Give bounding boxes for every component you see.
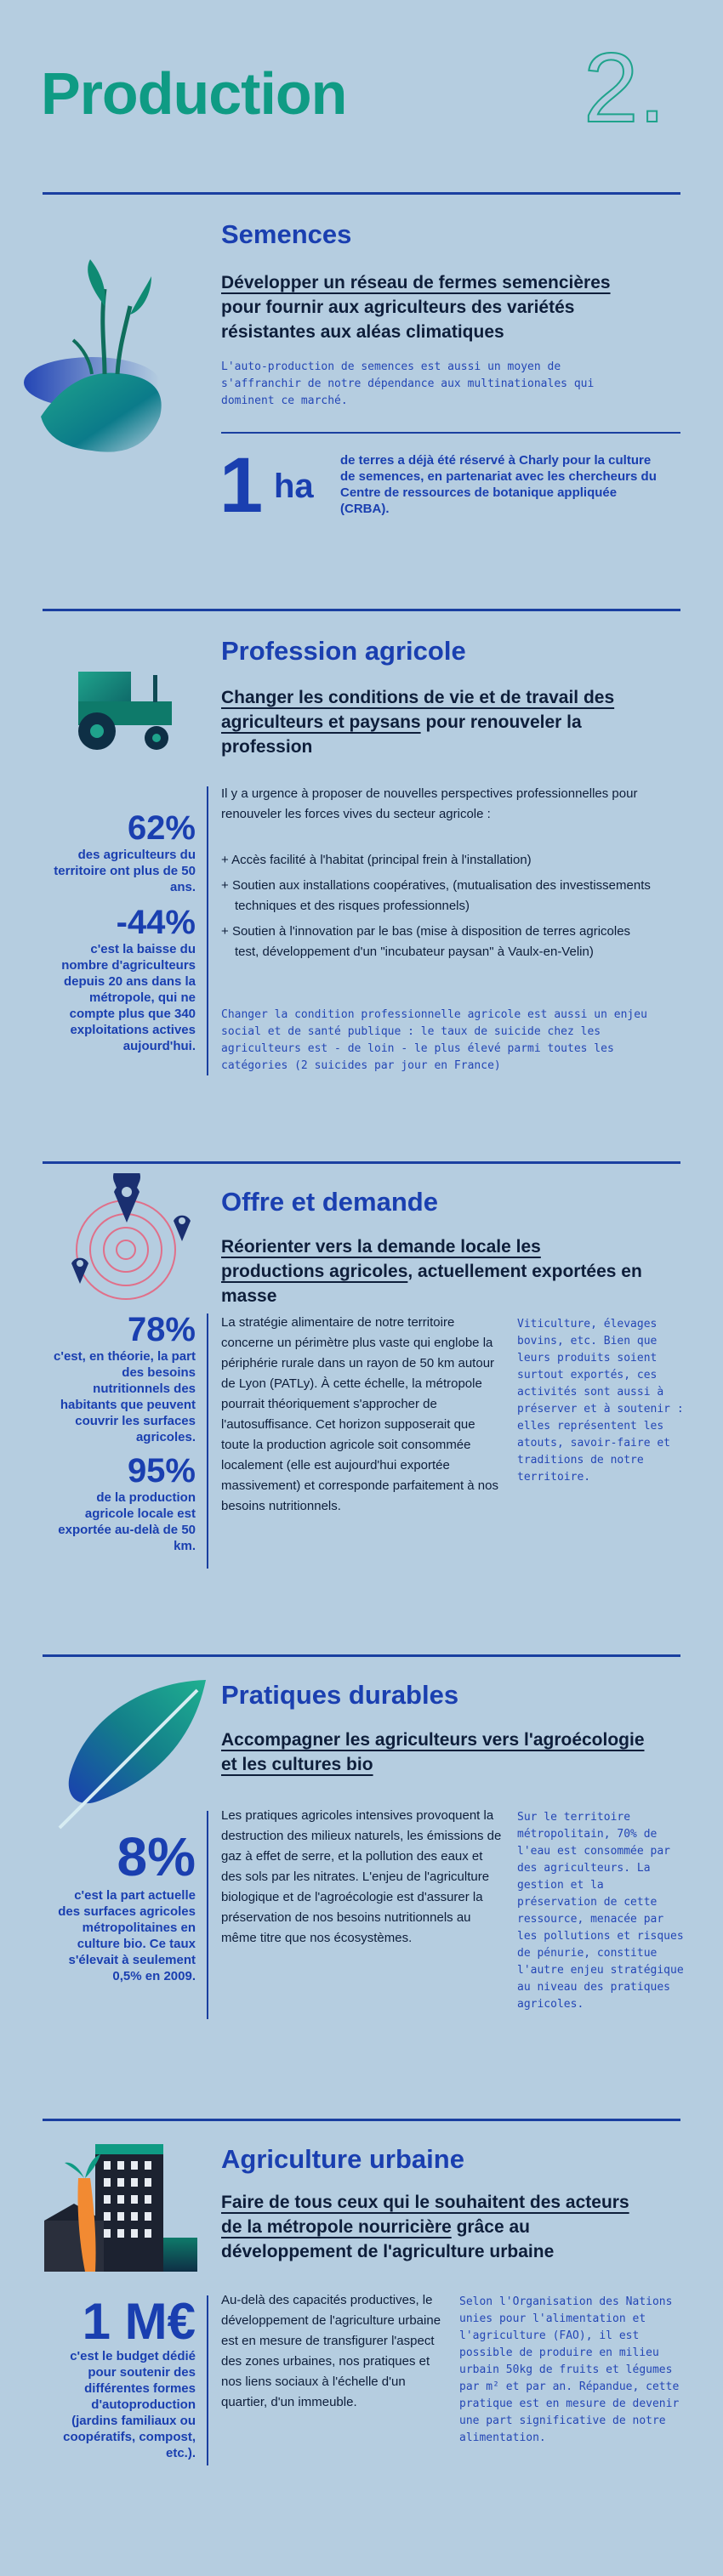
stat-text: c'est la baisse du nombre d'agriculteurs depuis 20 ans dans la métropole, qui ne compte plus que 340 exploitations actives aujourd'hui. <box>61 942 196 1053</box>
stat-text: de la production agricole locale est exportée au-delà de 50 km. <box>58 1490 196 1553</box>
stat-unit: ha <box>274 468 314 505</box>
stat-text: c'est, en théorie, la part des besoins nutritionnels des habitants que peuvent couvrir les surfaces agricoles. <box>54 1349 196 1444</box>
column-divider <box>207 786 208 1075</box>
stat-number: -44% <box>116 904 196 941</box>
urban-building-icon <box>44 2144 206 2272</box>
stat-text: c'est la part actuelle des surfaces agricoles métropolitaines en culture bio. Ce taux s'élevait à seulement 0,5% en 2009. <box>58 1888 196 1983</box>
section-divider <box>43 192 680 195</box>
profession-intro: Il y a urgence à proposer de nouvelles perspectives professionnelles pour renouveler les forces vives du secteur agricole : <box>221 786 638 821</box>
section-title-urbaine: Agriculture urbaine <box>221 2144 464 2174</box>
urbaine-note: Selon l'Organisation des Nations unies pour l'alimentation et l'agriculture (FAO), il est possible de produire en milieu urbain 50kg de fruits et légumes par m² et par an. Répandue, cette pratique est en mesure de devenir une part significative de notre alimentation. <box>459 2295 680 2444</box>
list-item: + Accès facilité à l'habitat (principal frein à l'installation) <box>221 850 655 871</box>
section-subtitle-pratiques <box>221 1728 646 1777</box>
stat-block <box>51 1311 196 1554</box>
pratiques-body: Les pratiques agricoles intensives provoquent la destruction des milieux naturels, les émissions de gaz à effet de serre, et la pollution des eaux et des sols par les nitrates. L'enjeu de l'agriculture biologique et de l'agroécologie est d'assurer la préservation de nos besoins nutritionnels au même titre que nos écosystèmes. <box>221 1808 502 1945</box>
section-subtitle-offre <box>221 1234 646 1308</box>
subtitle-rest: , actuellement exportées en masse <box>221 1262 642 1306</box>
list-item: + Soutien à l'innovation par le bas (mise à disposition de terres agricoles test, développement d'un "incubateur paysan" à Vaulx-en-Velin) <box>221 922 655 962</box>
profession-note: Changer la condition professionnelle agricole est aussi un enjeu social et de santé publique : le taux de suicide chez les agriculteurs est - de loin - le plus élevé parmi toutes les catégories (2 suicides par jour en France) <box>221 1008 647 1072</box>
semences-note: L'auto-production de semences est aussi un moyen de s'affranchir de notre dépendance aux multinationales qui dominent ce marché. <box>221 360 595 407</box>
stat-number: 8% <box>117 1826 196 1887</box>
column-divider <box>207 1314 208 1569</box>
offre-body: La stratégie alimentaire de notre territoire concerne un périmètre plus vaste qui englobe la périphérie rurale dans un rayon de 50 km autour de Lyon (PATLy). À cette échelle, la métropole pourrait théoriquement s'approcher de l'autosuffisance. Cet horizon supposerait que toute la production agricole soit consommée localement (elle est aujourd'hui exportée massivement) et corresponde parfaitement à nos besoins nutritionnels. <box>221 1315 498 1513</box>
section-title-profession: Profession agricole <box>221 636 466 666</box>
subtitle-rest: pour fournir aux agriculteurs des variétés résistantes aux aléas climatiques <box>221 298 575 342</box>
list-item: + Soutien aux installations coopératives, (mutualisation des investissements techniques et des risques professionnels) <box>221 876 655 916</box>
stat-number: 78% <box>127 1311 196 1348</box>
section-divider <box>43 2119 680 2121</box>
subtitle-rest: pour renouveler la profession <box>221 712 582 757</box>
subtitle-underlined: Réorienter vers la demande locale les productions agricoles <box>221 1237 541 1281</box>
section-divider <box>43 1654 680 1657</box>
section-title-semences: Semences <box>221 219 352 249</box>
map-pin-icon <box>68 1173 204 1309</box>
section-title-pratiques: Pratiques durables <box>221 1680 459 1710</box>
subtitle-underlined: Faire de tous ceux qui le souhaitent des acteurs de la métropole nourricière <box>221 2193 629 2237</box>
offre-note: Viticulture, élevages bovins, etc. Bien que leurs produits soient surtout exportés, ces activités sont aussi à préserver et à soutenir : elles représentent les atouts, savoir-faire et traditions de notre territoire. <box>517 1318 684 1484</box>
leaf-icon <box>53 1673 214 1835</box>
subtitle-rest: grâce au développement de l'agriculture urbaine <box>221 2217 555 2261</box>
stat-number: 1 <box>219 442 264 529</box>
stat-text: des agriculteurs du territoire ont plus de 50 ans. <box>54 848 196 894</box>
pratiques-note: Sur le territoire métropolitain, 70% de l'eau est consommée par des agriculteurs. La gestion et la préservation de cette ressource, menacée par les pollutions et risques de pénurie, constitue l'autre enjeu stratégique au niveau des pratiques agricoles. <box>517 1811 684 2011</box>
subtitle-underlined: Changer les conditions de vie et de travail des agriculteurs et paysans <box>221 688 615 732</box>
section-subtitle-semences <box>221 270 646 344</box>
section-divider <box>43 609 680 611</box>
subtitle-underlined: Accompagner les agriculteurs vers l'agroécologie et les cultures bio <box>221 1730 645 1774</box>
section-subtitle-profession <box>221 685 646 759</box>
subtitle-underlined: Développer un réseau de fermes semencières <box>221 273 611 292</box>
section-divider <box>43 1161 680 1164</box>
stat-block <box>51 1826 196 1984</box>
section-title-offre: Offre et demande <box>221 1187 438 1217</box>
column-divider <box>207 1811 208 2019</box>
stat-number: 1 M€ <box>82 2293 196 2350</box>
chapter-number: 2. <box>584 32 666 143</box>
note-divider <box>221 432 680 434</box>
stat-block <box>43 2295 196 2461</box>
section-subtitle-urbaine <box>221 2190 646 2264</box>
stat-text: de terres a déjà été réservé à Charly pour la culture de semences, en partenariat avec les chercheurs du Centre de ressources de botanique appliquée (CRBA). <box>340 453 657 516</box>
profession-bullets <box>221 850 655 967</box>
urbaine-body: Au-delà des capacités productives, le développement de l'agriculture urbaine est en mesure de transfigurer l'aspect des zones urbaines, nos pratiques et nos liens sociaux à l'échelle d'un quartier, d'un immeuble. <box>221 2293 441 2409</box>
stat-number: 95% <box>127 1452 196 1489</box>
tractor-icon <box>71 663 182 757</box>
stat-block <box>51 809 196 1054</box>
page-title: Production <box>41 60 347 127</box>
sprout-icon <box>24 255 194 468</box>
stat-number: 62% <box>127 809 196 847</box>
stat-text: c'est le budget dédié pour soutenir des différentes formes d'autoproduction (jardins familiaux ou coopératifs, compost, etc.). <box>63 2349 196 2460</box>
column-divider <box>207 2295 208 2465</box>
